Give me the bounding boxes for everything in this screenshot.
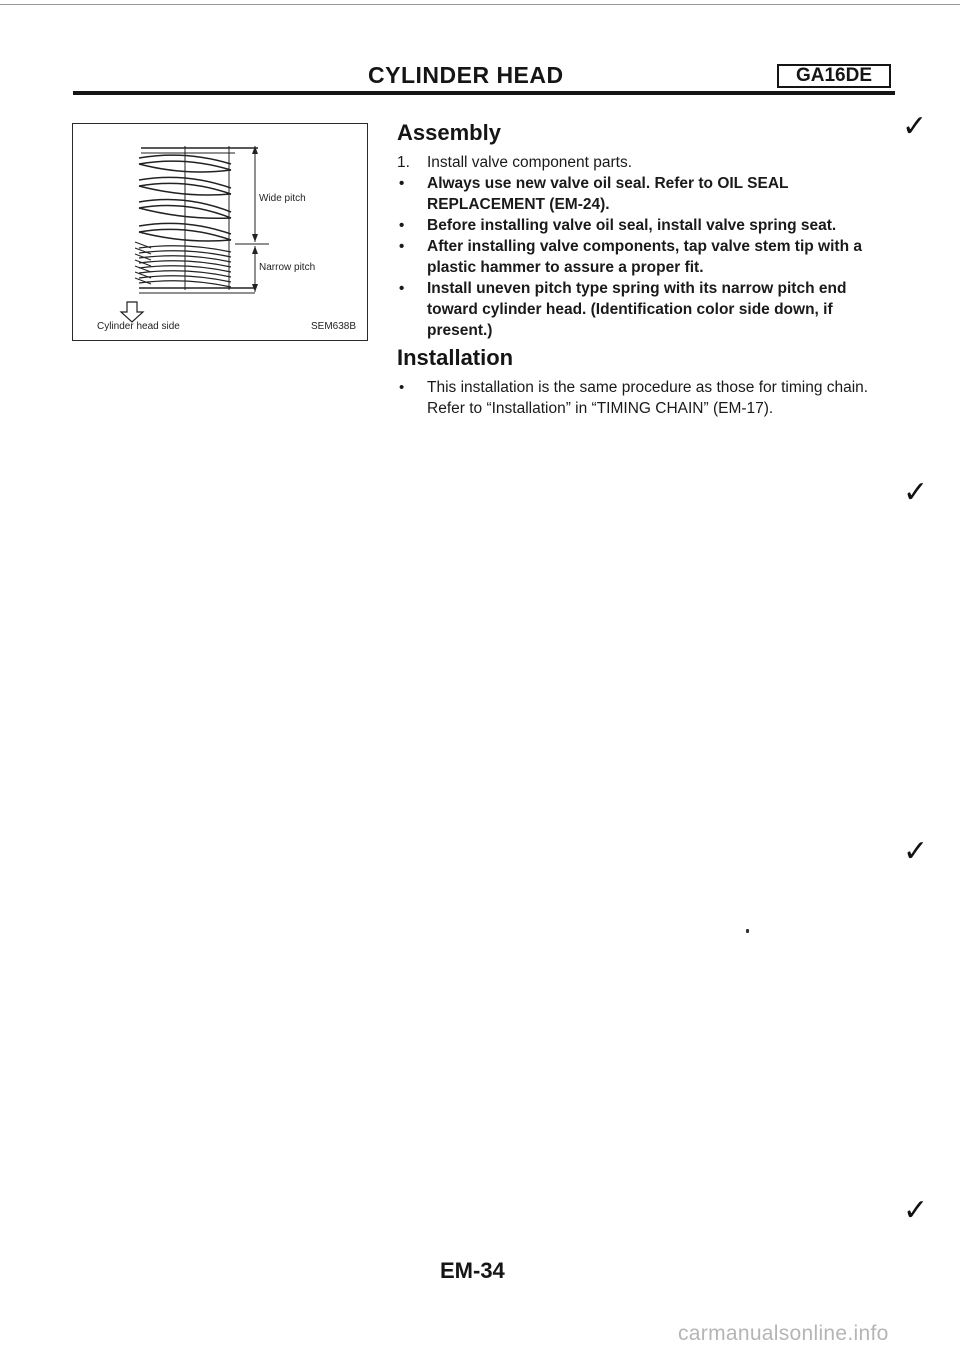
page-number: EM-34	[440, 1258, 505, 1283]
assembly-list	[397, 152, 887, 341]
bullet: •	[399, 280, 405, 297]
list-item	[397, 377, 887, 419]
narrow-pitch-label: Narrow pitch	[259, 262, 316, 273]
list-item	[397, 173, 887, 215]
list-item	[397, 236, 887, 278]
list-item	[397, 278, 887, 341]
installation-heading: Installation	[397, 345, 514, 370]
list-item-text: This installation is the same procedure as those for timing chain. Refer to “Installation” in “TIMING CHAIN” (EM-17).	[427, 379, 869, 417]
checkmark-icon: ✓	[903, 835, 929, 868]
model-badge: GA16DE	[777, 64, 891, 88]
header-rule	[73, 91, 895, 95]
arrow-down-icon	[121, 302, 143, 322]
bullet: •	[399, 379, 405, 396]
watermark: carmanualsonline.info	[678, 1322, 889, 1345]
checkmark-icon: ✓	[903, 476, 929, 509]
bullet: •	[399, 238, 405, 255]
bullet: •	[399, 217, 405, 234]
bullet: •	[399, 175, 405, 192]
list-item	[397, 215, 887, 236]
list-item	[397, 152, 887, 173]
assembly-heading: Assembly	[397, 120, 501, 145]
top-rule	[0, 4, 960, 5]
installation-list	[397, 377, 887, 419]
checkmark-icon: ✓	[902, 110, 928, 143]
figure-code: SEM638B	[311, 321, 357, 332]
wide-pitch-label: Wide pitch	[259, 193, 306, 204]
spring-figure	[72, 123, 368, 341]
page-title: CYLINDER HEAD	[368, 62, 564, 88]
cylinder-head-side-label: Cylinder head side	[97, 321, 180, 332]
list-item-text: Always use new valve oil seal. Refer to OIL SEAL REPLACEMENT (EM-24).	[427, 175, 789, 213]
list-item-text: Install valve component parts.	[427, 154, 633, 171]
list-item-text: After installing valve components, tap valve stem tip with a plastic hammer to assure a proper fit.	[427, 238, 862, 276]
scan-speck	[746, 929, 749, 933]
checkmark-icon: ✓	[903, 1194, 929, 1227]
step-number: 1.	[397, 154, 410, 171]
list-item-text: Before installing valve oil seal, install valve spring seat.	[427, 217, 837, 234]
list-item-text: Install uneven pitch type spring with its narrow pitch end toward cylinder head. (Identification color side down, if present.)	[427, 280, 847, 339]
valve-spring-illustration	[73, 124, 369, 342]
